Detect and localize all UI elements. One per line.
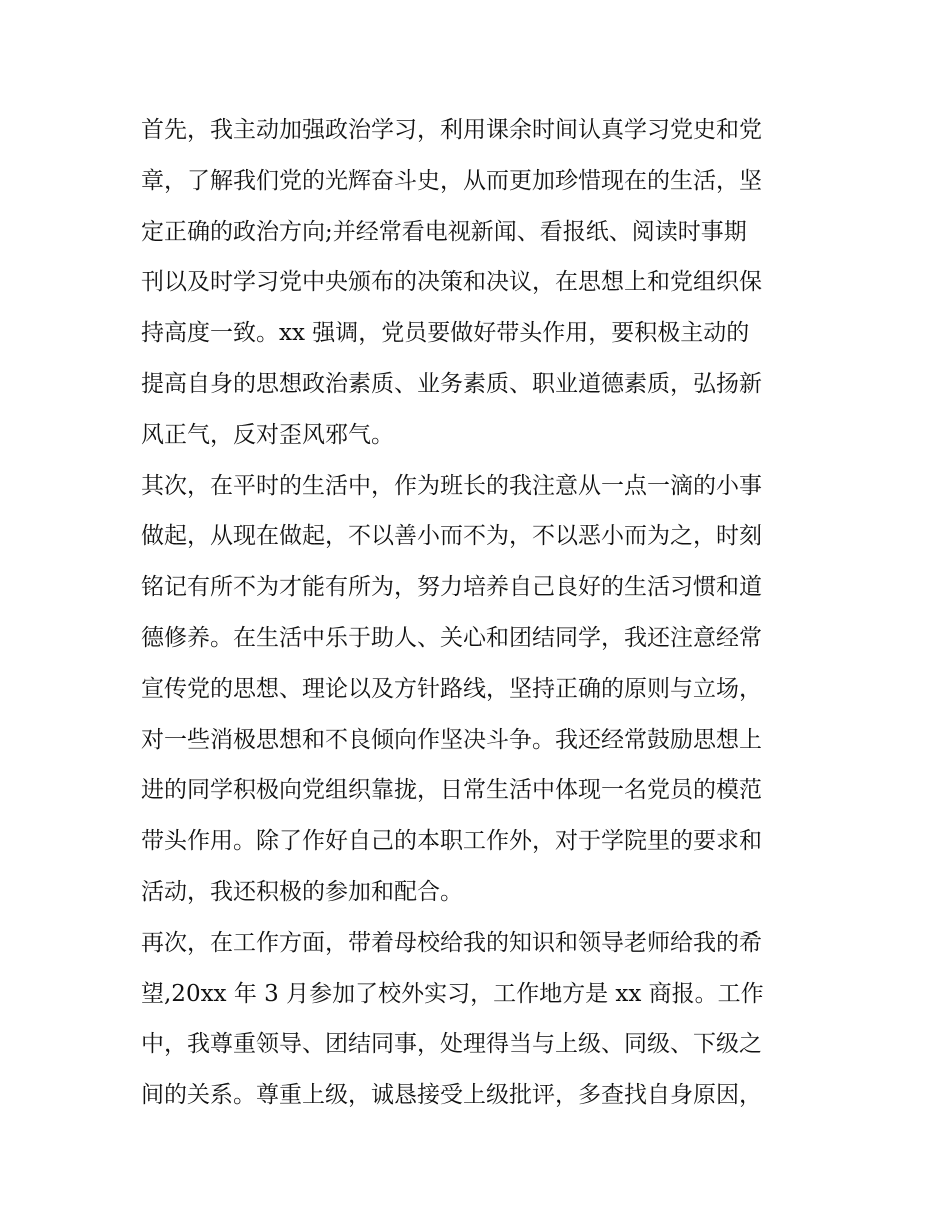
text-line: 带头作用。除了作好自己的本职工作外，对于学院里的要求和 <box>141 828 762 855</box>
text-line: 首先，我主动加强政治学习，利用课余时间认真学习党史和党 <box>141 117 762 143</box>
text-line: 对一些消极思想和不良倾向作坚决斗争。我还经常鼓励思想上 <box>141 726 762 753</box>
text-line: 刊以及时学习党中央颁布的决策和决议，在思想上和党组织保 <box>141 269 762 296</box>
document-body <box>141 105 821 1121</box>
text-line: 活动，我还积极的参加和配合。 <box>141 878 463 905</box>
paragraph-daily-life <box>141 461 821 918</box>
text-line: 德修养。在生活中乐于助人、关心和团结同学，我还注意经常 <box>141 624 762 651</box>
paragraph-political-study <box>141 105 821 461</box>
text-line: 风正气，反对歪风邪气。 <box>141 421 394 448</box>
text-line: 间的关系。尊重上级，诚恳接受上级批评，多查找自身原因， <box>141 1082 762 1109</box>
paragraph-work <box>141 918 821 1121</box>
text-line: 做起，从现在做起，不以善小而不为，不以恶小而为之，时刻 <box>141 523 762 550</box>
text-line: 望,20xx 年 3 月参加了校外实习，工作地方是 xx 商报。工作 <box>141 980 764 1007</box>
text-line: 定正确的政治方向;并经常看电视新闻、看报纸、阅读时事期 <box>141 218 747 245</box>
text-line: 提高自身的思想政治素质、业务素质、职业道德素质，弘扬新 <box>141 370 762 397</box>
text-line: 持高度一致。xx 强调，党员要做好带头作用，要积极主动的 <box>141 320 750 347</box>
text-line: 进的同学积极向党组织靠拢，日常生活中体现一名党员的模范 <box>141 777 762 804</box>
text-line: 中，我尊重领导、团结同事，处理得当与上级、同级、下级之 <box>141 1031 762 1058</box>
text-line: 再次，在工作方面，带着母校给我的知识和领导老师给我的希 <box>141 929 762 956</box>
text-line: 章，了解我们党的光辉奋斗史，从而更加珍惜现在的生活，坚 <box>141 167 762 194</box>
text-line: 其次，在平时的生活中，作为班长的我注意从一点一滴的小事 <box>141 472 762 499</box>
text-line: 铭记有所不为才能有所为，努力培养自己良好的生活习惯和道 <box>141 574 762 601</box>
text-line: 宣传党的思想、理论以及方针路线，坚持正确的原则与立场， <box>141 675 762 702</box>
